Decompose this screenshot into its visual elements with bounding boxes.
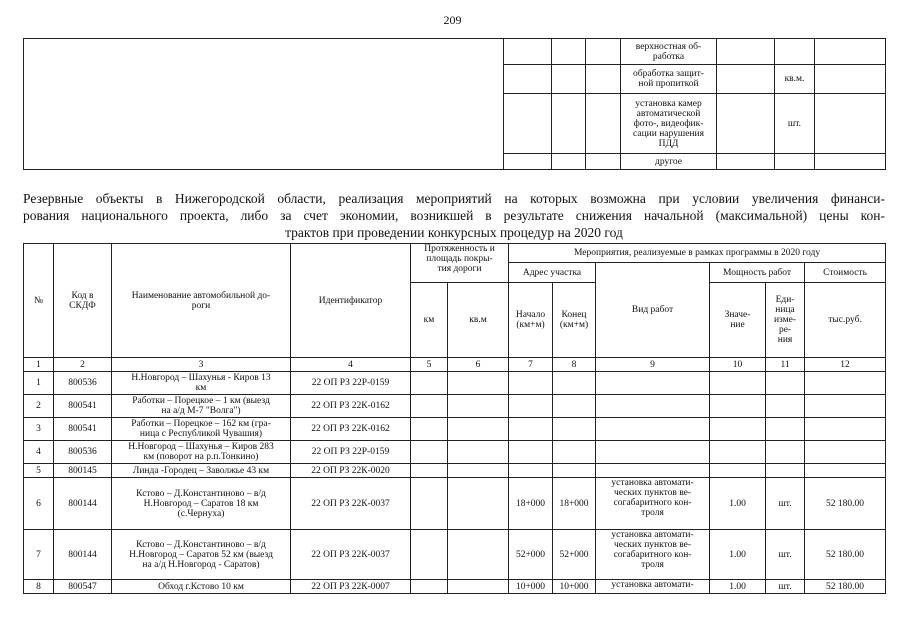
column-number: 9 xyxy=(596,358,710,372)
table-row xyxy=(24,464,886,478)
row-num: 6 xyxy=(24,478,54,530)
row-cost xyxy=(805,395,886,418)
row-num: 1 xyxy=(24,372,54,395)
row-cost xyxy=(805,418,886,441)
blank-cell xyxy=(717,94,775,154)
row-work-type xyxy=(596,418,710,441)
row-road-name: Работки – Порецкое – 1 км (выезд на а/д М-7 "Волга") xyxy=(112,395,291,418)
table-row xyxy=(24,580,886,594)
row-road-name: Линда -Городец – Заволжье 43 км xyxy=(112,464,291,478)
blank-cell xyxy=(504,39,552,65)
blank-cell xyxy=(552,94,586,154)
heading-line-3: трактов при проведении конкурсных процедур на 2020 год xyxy=(285,225,623,240)
continuation-table xyxy=(23,38,886,170)
row-identifier: 22 ОП РЗ 22К-0037 xyxy=(291,530,411,580)
row-end xyxy=(553,418,596,441)
work-cell: верхностная об- работка xyxy=(621,39,717,65)
header-end: Конец (км+м) xyxy=(553,283,596,358)
row-work-type xyxy=(596,464,710,478)
row-identifier: 22 ОП РЗ 22К-0162 xyxy=(291,418,411,441)
row-sqm xyxy=(448,464,509,478)
section-heading xyxy=(23,190,885,241)
header-identifier: Идентификатор xyxy=(291,244,411,358)
row-work-type: установка автомати- ческих пунктов ве- согабаритного кон- троля xyxy=(596,530,710,580)
row-end xyxy=(553,372,596,395)
row-km xyxy=(411,530,448,580)
header-length-area: Протяженность и площадь покры- тия дороги xyxy=(411,244,509,283)
column-number: 4 xyxy=(291,358,411,372)
row-start xyxy=(509,418,553,441)
row-num: 8 xyxy=(24,580,54,594)
row-num: 7 xyxy=(24,530,54,580)
blank-cell xyxy=(552,65,586,94)
blank-cell xyxy=(504,65,552,94)
row-unit: шт. xyxy=(766,530,805,580)
row-code: 800144 xyxy=(54,478,112,530)
unit-cell xyxy=(775,154,815,170)
header-start: Начало (км+м) xyxy=(509,283,553,358)
row-cost: 52 180.00 xyxy=(805,478,886,530)
row-code: 800144 xyxy=(54,530,112,580)
row-num: 5 xyxy=(24,464,54,478)
row-km xyxy=(411,441,448,464)
row-km xyxy=(411,395,448,418)
header-unit: Еди- ница изме- ре- ния xyxy=(766,283,805,358)
row-cost: 52 180.00 xyxy=(805,580,886,594)
row-cost xyxy=(805,464,886,478)
blank-cell xyxy=(586,154,621,170)
blank-cell xyxy=(586,94,621,154)
row-unit xyxy=(766,464,805,478)
row-value xyxy=(710,441,766,464)
row-value xyxy=(710,464,766,478)
table-row xyxy=(24,441,886,464)
column-number: 6 xyxy=(448,358,509,372)
blank-cell xyxy=(586,39,621,65)
page-number: 209 xyxy=(443,13,462,27)
column-number: 10 xyxy=(710,358,766,372)
blank-cell xyxy=(24,39,504,170)
blank-cell xyxy=(586,65,621,94)
column-number: 5 xyxy=(411,358,448,372)
blank-cell xyxy=(717,154,775,170)
row-end: 52+000 xyxy=(553,530,596,580)
row-work-type: установка автомати- xyxy=(596,580,710,594)
work-cell: установка камер автоматической фото-, видеофик- сации нарушения ПДД xyxy=(621,94,717,154)
row-value: 1.00 xyxy=(710,530,766,580)
unit-cell xyxy=(775,39,815,65)
row-value xyxy=(710,372,766,395)
row-unit: шт. xyxy=(766,580,805,594)
row-end xyxy=(553,395,596,418)
header-thousand-rub: тыс.руб. xyxy=(805,283,886,358)
row-sqm xyxy=(448,395,509,418)
reserve-objects-table xyxy=(23,243,886,594)
row-start: 18+000 xyxy=(509,478,553,530)
table-row xyxy=(24,372,886,395)
column-number: 2 xyxy=(54,358,112,372)
row-identifier: 22 ОП РЗ 22К-0037 xyxy=(291,478,411,530)
row-value: 1.00 xyxy=(710,478,766,530)
column-number-row xyxy=(24,358,886,372)
row-start: 10+000 xyxy=(509,580,553,594)
unit-cell: кв.м. xyxy=(775,65,815,94)
row-km xyxy=(411,478,448,530)
heading-line-2: рования национального проекта, либо за счет экономии, возникшей в результате снижения начальной (максимальной) цены кон- xyxy=(23,208,885,223)
row-sqm xyxy=(448,580,509,594)
row-value: 1.00 xyxy=(710,580,766,594)
header-num: № xyxy=(24,244,54,358)
header-measures: Мероприятия, реализуемые в рамках программы в 2020 году xyxy=(509,244,886,263)
row-end: 18+000 xyxy=(553,478,596,530)
blank-cell xyxy=(717,65,775,94)
row-work-type xyxy=(596,395,710,418)
table-row xyxy=(24,418,886,441)
row-km xyxy=(411,372,448,395)
header-address: Адрес участка xyxy=(509,263,596,283)
row-code: 800536 xyxy=(54,441,112,464)
row-road-name: Н.Новгород – Шахунья – Киров 283 км (поворот на р.п.Тонкино) xyxy=(112,441,291,464)
row-work-type: установка автомати- ческих пунктов ве- согабаритного кон- троля xyxy=(596,478,710,530)
work-cell: обработка защит- ной пропиткой xyxy=(621,65,717,94)
blank-cell xyxy=(717,39,775,65)
blank-cell xyxy=(552,154,586,170)
row-road-name: Н.Новгород – Шахунья - Киров 13 км xyxy=(112,372,291,395)
column-number: 12 xyxy=(805,358,886,372)
blank-cell xyxy=(815,154,886,170)
header-cost: Стоимость xyxy=(805,263,886,283)
row-start xyxy=(509,441,553,464)
blank-cell xyxy=(815,39,886,65)
column-number: 8 xyxy=(553,358,596,372)
work-cell: другое xyxy=(621,154,717,170)
table-row xyxy=(24,395,886,418)
row-sqm xyxy=(448,418,509,441)
row-unit xyxy=(766,372,805,395)
table-row xyxy=(24,39,886,65)
blank-cell xyxy=(815,94,886,154)
header-capacity: Мощность работ xyxy=(710,263,805,283)
row-num: 2 xyxy=(24,395,54,418)
blank-cell xyxy=(504,154,552,170)
row-cost xyxy=(805,372,886,395)
row-sqm xyxy=(448,372,509,395)
header-sqm: кв.м xyxy=(448,283,509,358)
row-start: 52+000 xyxy=(509,530,553,580)
row-road-name: Кстово – Д.Константиново – в/д Н.Новгород – Саратов 52 км (выезд на а/д Н.Новгород - Саратов) xyxy=(112,530,291,580)
row-end: 10+000 xyxy=(553,580,596,594)
column-number: 3 xyxy=(112,358,291,372)
table-row xyxy=(24,530,886,580)
header-road-name: Наименование автомобильной до- роги xyxy=(112,244,291,358)
header-km: км xyxy=(411,283,448,358)
row-km xyxy=(411,580,448,594)
row-start xyxy=(509,464,553,478)
table-row xyxy=(24,478,886,530)
column-number: 1 xyxy=(24,358,54,372)
row-work-type xyxy=(596,372,710,395)
row-code: 800547 xyxy=(54,580,112,594)
heading-line-1: Резервные объекты в Нижегородской области, реализация мероприятий на которых возможна при условии увеличения финанси- xyxy=(23,191,885,206)
row-road-name: Кстово – Д.Константиново – в/д Н.Новгород – Саратов 18 км (с.Чернуха) xyxy=(112,478,291,530)
row-identifier: 22 ОП РЗ 22К-0020 xyxy=(291,464,411,478)
row-road-name: Обход г.Кстово 10 км xyxy=(112,580,291,594)
header-code: Код в СКДФ xyxy=(54,244,112,358)
row-sqm xyxy=(448,441,509,464)
row-start xyxy=(509,395,553,418)
header-work-type: Вид работ xyxy=(596,263,710,358)
row-sqm xyxy=(448,478,509,530)
blank-cell xyxy=(504,94,552,154)
row-code: 800541 xyxy=(54,418,112,441)
row-identifier: 22 ОП РЗ 22К-0007 xyxy=(291,580,411,594)
row-identifier: 22 ОП РЗ 22К-0162 xyxy=(291,395,411,418)
row-unit xyxy=(766,418,805,441)
row-km xyxy=(411,464,448,478)
column-number: 11 xyxy=(766,358,805,372)
row-work-type xyxy=(596,441,710,464)
row-cost xyxy=(805,441,886,464)
row-value xyxy=(710,395,766,418)
blank-cell xyxy=(815,65,886,94)
row-code: 800145 xyxy=(54,464,112,478)
row-unit xyxy=(766,395,805,418)
row-code: 800541 xyxy=(54,395,112,418)
header-value: Значе- ние xyxy=(710,283,766,358)
row-value xyxy=(710,418,766,441)
row-num: 3 xyxy=(24,418,54,441)
row-unit: шт. xyxy=(766,478,805,530)
row-num: 4 xyxy=(24,441,54,464)
row-km xyxy=(411,418,448,441)
row-unit xyxy=(766,441,805,464)
row-cost: 52 180.00 xyxy=(805,530,886,580)
row-code: 800536 xyxy=(54,372,112,395)
row-identifier: 22 ОП РЗ 22Р-0159 xyxy=(291,441,411,464)
row-end xyxy=(553,441,596,464)
row-end xyxy=(553,464,596,478)
blank-cell xyxy=(552,39,586,65)
row-start xyxy=(509,372,553,395)
row-road-name: Работки – Порецкое – 162 км (гра- ница с Республикой Чувашия) xyxy=(112,418,291,441)
row-identifier: 22 ОП РЗ 22Р-0159 xyxy=(291,372,411,395)
unit-cell: шт. xyxy=(775,94,815,154)
column-number: 7 xyxy=(509,358,553,372)
row-sqm xyxy=(448,530,509,580)
